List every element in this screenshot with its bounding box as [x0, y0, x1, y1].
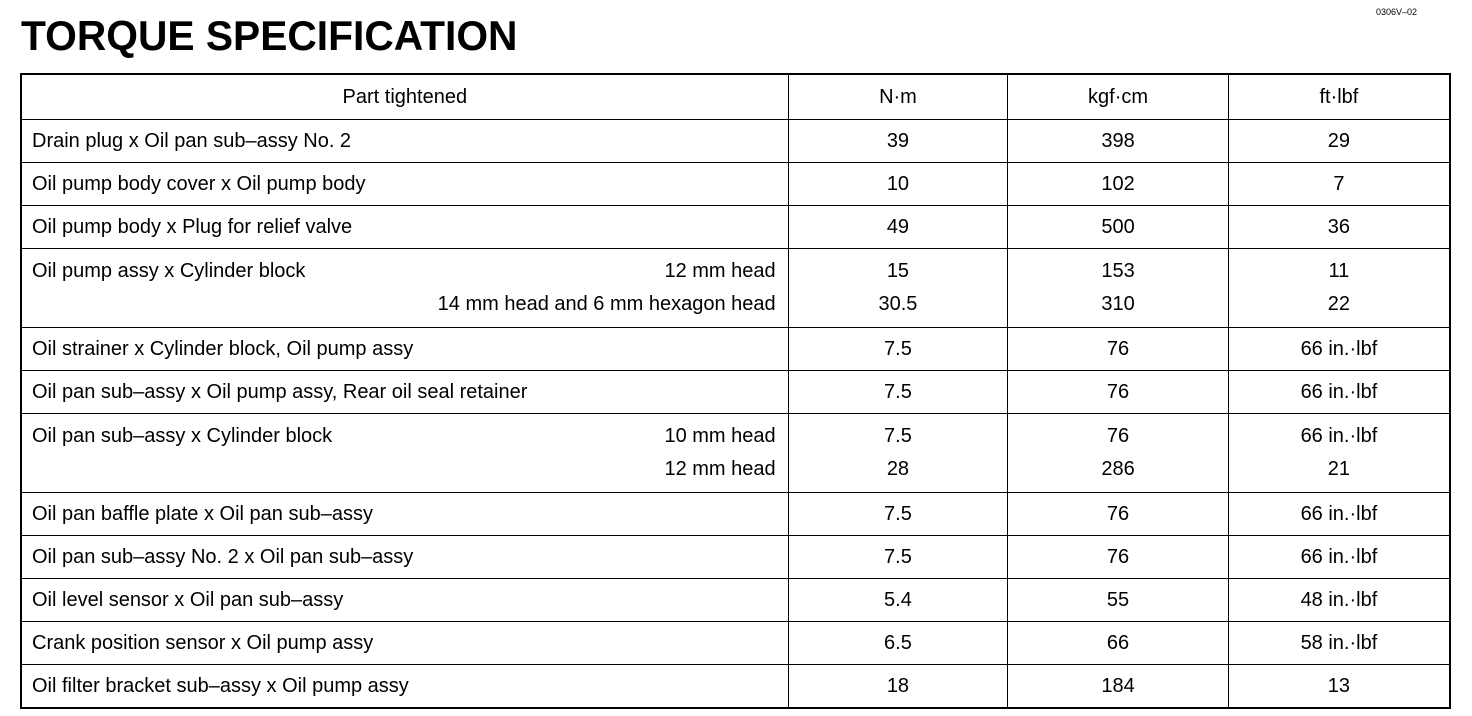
kgf-cell: 153 310 — [1008, 249, 1229, 328]
part-cell: Oil level sensor x Oil pan sub–assy — [21, 579, 788, 622]
table-row — [21, 622, 1450, 665]
ft-cell: 36 — [1228, 206, 1450, 249]
spec-label: 14 mm head and 6 mm hexagon head — [437, 293, 776, 315]
torque-spec-table — [20, 73, 1451, 709]
kgf-cell: 76 — [1008, 536, 1229, 579]
spec-label: 10 mm head — [664, 425, 776, 447]
part-cell: Oil pan sub–assy x Oil pump assy, Rear oil seal retainer — [21, 371, 788, 414]
kgf-cell: 55 — [1008, 579, 1229, 622]
kgf-cell: 76 — [1008, 328, 1229, 371]
nm-cell: 5.4 — [788, 579, 1008, 622]
ft-cell: 66 in.·lbf — [1228, 371, 1450, 414]
kgf-cell: 76 — [1008, 371, 1229, 414]
nm-cell: 18 — [788, 665, 1008, 709]
nm-cell: 49 — [788, 206, 1008, 249]
nm-cell: 10 — [788, 163, 1008, 206]
ft-cell: 7 — [1228, 163, 1450, 206]
nm-cell: 15 30.5 — [788, 249, 1008, 328]
nm-cell: 7.5 — [788, 493, 1008, 536]
document-code: 0306V–02 — [1376, 7, 1418, 17]
nm-cell: 7.5 — [788, 328, 1008, 371]
part-cell: Oil pump body x Plug for relief valve — [21, 206, 788, 249]
part-cell: Crank position sensor x Oil pump assy — [21, 622, 788, 665]
spec-label: 12 mm head — [664, 458, 776, 480]
ft-cell: 13 — [1228, 665, 1450, 709]
nm-cell: 39 — [788, 120, 1008, 163]
spec-label: 12 mm head — [664, 260, 776, 282]
header-nm: N·m — [788, 74, 1008, 120]
part-cell: Oil pan baffle plate x Oil pan sub–assy — [21, 493, 788, 536]
table-row — [21, 414, 1450, 493]
header-kgf-cm: kgf·cm — [1008, 74, 1229, 120]
kgf-cell: 66 — [1008, 622, 1229, 665]
ft-cell: 58 in.·lbf — [1228, 622, 1450, 665]
table-row — [21, 120, 1450, 163]
table-row — [21, 493, 1450, 536]
part-cell: Drain plug x Oil pan sub–assy No. 2 — [21, 120, 788, 163]
table-row — [21, 579, 1450, 622]
table-row — [21, 665, 1450, 709]
part-name: Oil pump assy x Cylinder block — [32, 260, 306, 282]
nm-cell: 7.5 28 — [788, 414, 1008, 493]
table-header-row — [21, 74, 1450, 120]
part-cell — [21, 249, 788, 328]
header-ft-lbf: ft·lbf — [1228, 74, 1450, 120]
table-row — [21, 328, 1450, 371]
part-name: Oil pan sub–assy x Cylinder block — [32, 425, 333, 447]
table-row — [21, 206, 1450, 249]
header-part-tightened: Part tightened — [21, 74, 788, 120]
part-cell — [21, 414, 788, 493]
kgf-cell: 500 — [1008, 206, 1229, 249]
kgf-cell: 76 — [1008, 493, 1229, 536]
nm-cell: 7.5 — [788, 536, 1008, 579]
page-title: TORQUE SPECIFICATION — [21, 12, 518, 59]
kgf-cell: 76 286 — [1008, 414, 1229, 493]
nm-cell: 7.5 — [788, 371, 1008, 414]
table-row — [21, 163, 1450, 206]
ft-cell: 66 in.·lbf — [1228, 328, 1450, 371]
ft-cell: 66 in.·lbf — [1228, 493, 1450, 536]
part-cell: Oil pump body cover x Oil pump body — [21, 163, 788, 206]
kgf-cell: 102 — [1008, 163, 1229, 206]
ft-cell: 48 in.·lbf — [1228, 579, 1450, 622]
part-cell: Oil strainer x Cylinder block, Oil pump assy — [21, 328, 788, 371]
ft-cell: 66 in.·lbf 21 — [1228, 414, 1450, 493]
part-cell: Oil filter bracket sub–assy x Oil pump assy — [21, 665, 788, 709]
part-cell: Oil pan sub–assy No. 2 x Oil pan sub–assy — [21, 536, 788, 579]
kgf-cell: 184 — [1008, 665, 1229, 709]
table-row — [21, 536, 1450, 579]
ft-cell: 66 in.·lbf — [1228, 536, 1450, 579]
kgf-cell: 398 — [1008, 120, 1229, 163]
table-row — [21, 371, 1450, 414]
table-row — [21, 249, 1450, 328]
ft-cell: 29 — [1228, 120, 1450, 163]
nm-cell: 6.5 — [788, 622, 1008, 665]
ft-cell: 11 22 — [1228, 249, 1450, 328]
